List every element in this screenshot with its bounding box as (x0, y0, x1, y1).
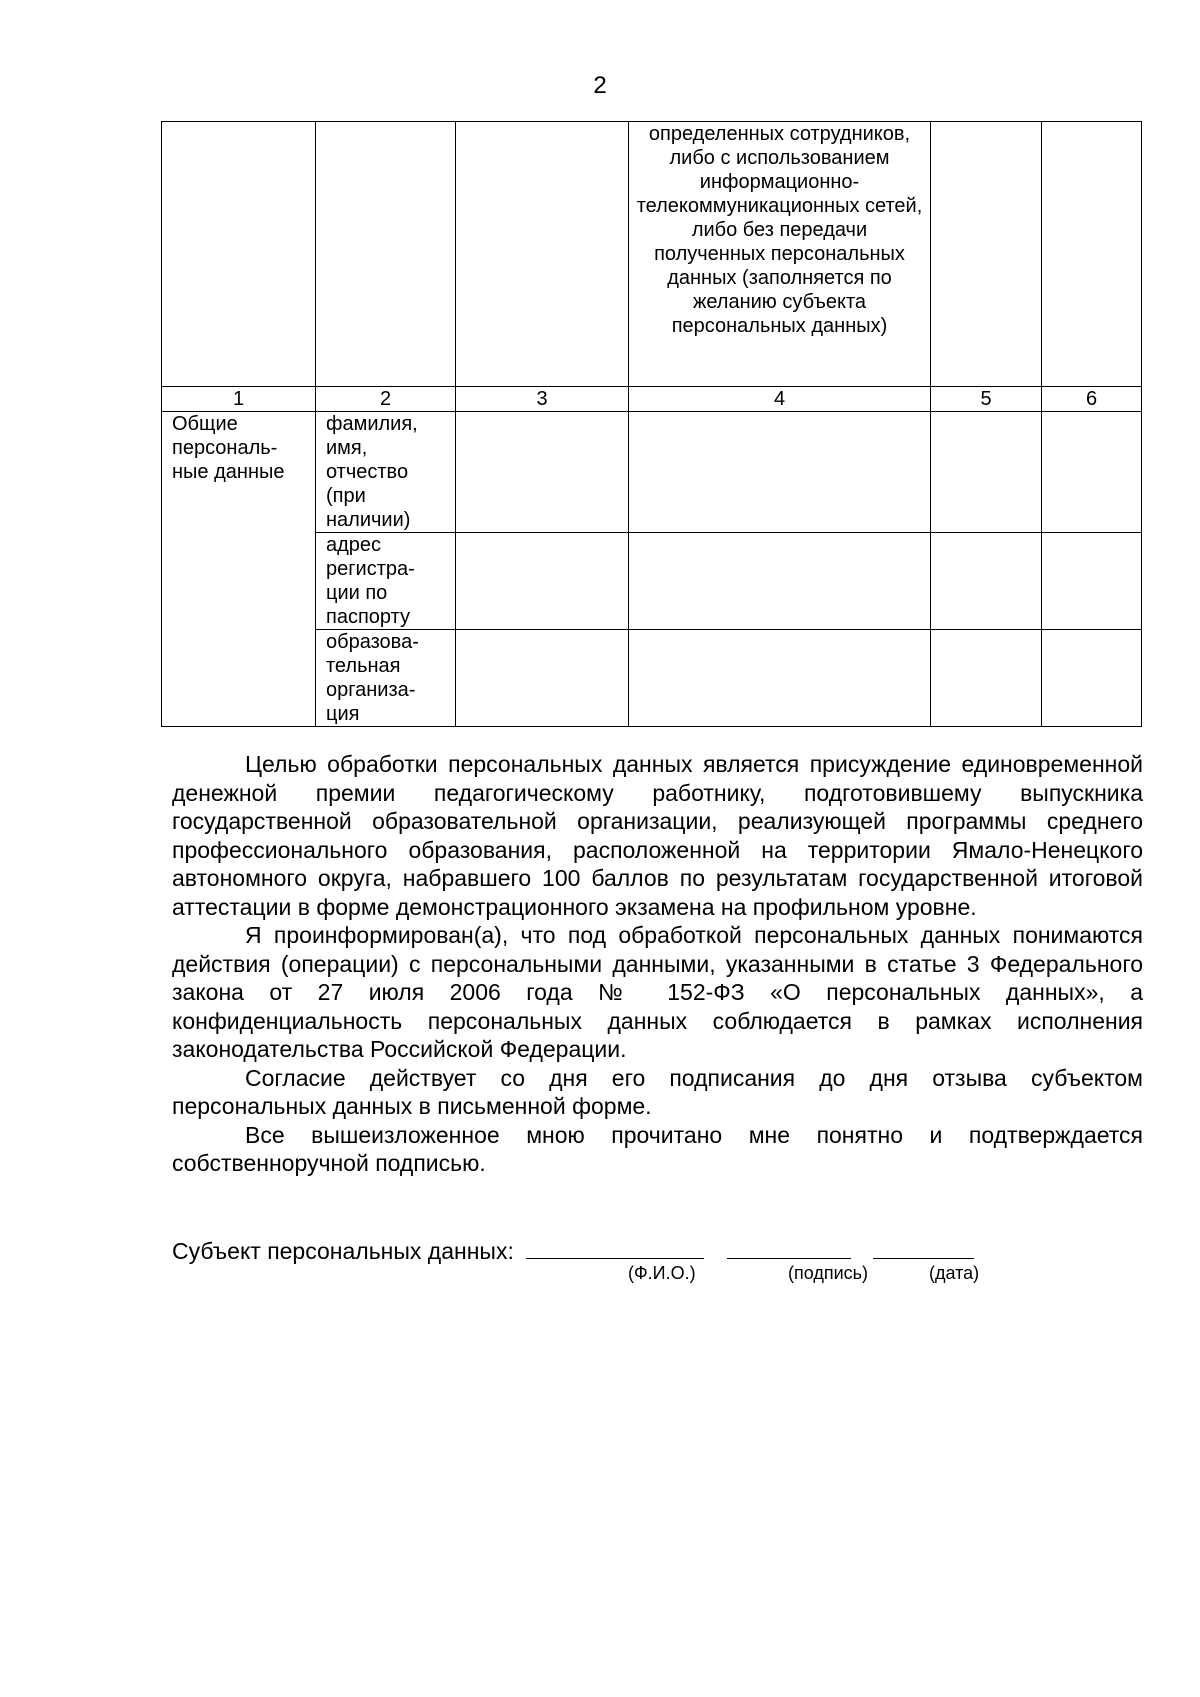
table-cell (456, 412, 629, 533)
informed-paragraph: Я проинформирован(а), что под обработкой персональных данных понимаются действия (операции) с персональными данными, указанными в статье 3 Федерального закона от 27 июля 2006 года № 152-ФЗ «О персональных данных», а конфиденциальность персональных данных соблюдается в рамках исполнения законодательства Российской Федерации. (172, 922, 1143, 1062)
column-number: 5 (931, 387, 1042, 412)
table-cell (316, 122, 456, 387)
table-cell (931, 630, 1042, 727)
column-number: 4 (629, 387, 931, 412)
table-cell (931, 122, 1042, 387)
table-cell (162, 122, 316, 387)
continued-cell-text: определенных сотрудников, либо с использованием информационно-телекоммуникационных сетей, либо без передачи полученных персональных данных (заполняется по желанию субъекта персональных данных) (629, 122, 931, 387)
table-cell (629, 533, 931, 630)
column-number: 2 (316, 387, 456, 412)
column-number: 6 (1042, 387, 1142, 412)
fio-caption: (Ф.И.О.) (628, 1263, 696, 1283)
table-cell (1042, 533, 1142, 630)
date-caption: (дата) (929, 1263, 980, 1283)
field-cell: образова-тельная организа-ция (316, 630, 456, 727)
field-cell: фамилия, имя, отчество (при наличии) (316, 412, 456, 533)
page-number: 2 (593, 72, 607, 99)
table-cell (1042, 630, 1142, 727)
field-cell: адрес регистра-ции по паспорту (316, 533, 456, 630)
table-cell (931, 412, 1042, 533)
purpose-paragraph: Целью обработки персональных данных является присуждение единовременной денежной премии педагогическому работнику, подготовившему выпускника государственной образовательной организации, реализующей программы среднего профессионального образования, расположенной на территории Ямало-Ненецкого автономного округа, набравшего 100 баллов по результатам государственной итоговой аттестации в форме демонстрационного экзамена на профильном уровне. (172, 751, 1143, 920)
category-cell: Общие персональ-ные данные (162, 412, 316, 727)
column-numbers-row (162, 387, 1142, 412)
date-blank (873, 1234, 974, 1259)
signature-label: Субъект персональных данных: (172, 1238, 514, 1264)
table-row (162, 412, 1142, 533)
column-number: 1 (162, 387, 316, 412)
signature-line (172, 1234, 974, 1265)
table-cell (456, 122, 629, 387)
confirmation-paragraph: Все вышеизложенное мною прочитано мне понятно и подтверждается собственноручной подписью. (172, 1121, 1143, 1176)
table-cell (1042, 412, 1142, 533)
personal-data-table (161, 121, 1142, 727)
signature-blank (727, 1234, 851, 1259)
table-cell (629, 412, 931, 533)
table-cell (456, 533, 629, 630)
table-cell (931, 533, 1042, 630)
validity-paragraph: Согласие действует со дня его подписания до дня отзыва субъектом персональных данных в письменной форме. (172, 1064, 1143, 1119)
table-cell (456, 630, 629, 727)
table-row-continued (162, 122, 1142, 387)
consent-text (172, 750, 1143, 1178)
signature-caption: (подпись) (788, 1263, 869, 1283)
table-cell (1042, 122, 1142, 387)
table-cell (629, 630, 931, 727)
fio-blank (526, 1234, 704, 1259)
column-number: 3 (456, 387, 629, 412)
